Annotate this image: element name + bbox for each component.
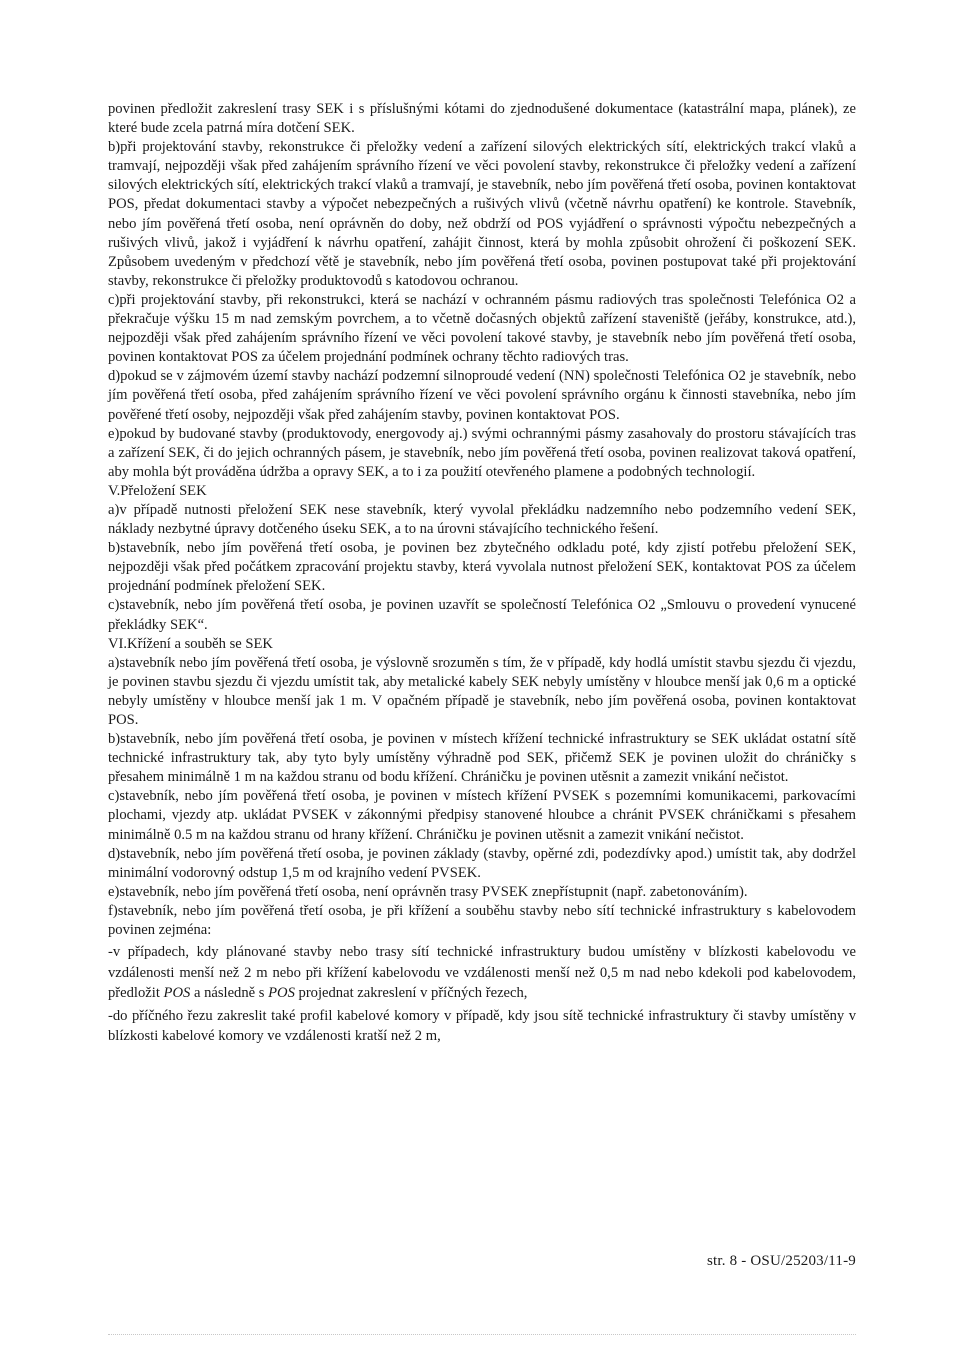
- paragraph-b-crossing-infrastructure: b)stavebník, nebo jím pověřená třetí osoba, je povinen v místech křížení technické infrastruktury se SEK ukládat ostatní sítě technické infrastruktury tak, aby tyto byly umístěny výhradně pod SEK, přičemž SEK je povinen uložit do chráničky s přesahem minimálně 1 m na každou stranu od bodu křížení. Chráničku je povinen utěsnit a zamezit vnikání nečistot.: [108, 731, 856, 786]
- paragraph-c-relocation-contract: c)stavebník, nebo jím pověřená třetí osoba, je povinen uzavřít se společností Telefónica O2 „Smlouvu o provedení vynucené překládky SEK“.: [108, 597, 856, 633]
- paragraph-f-duct-bank: f)stavebník, nebo jím pověřená třetí osoba, je při křížení a souběhu stavby nebo sítí technické infrastruktury s kabelovodem povinen zejména:: [108, 902, 856, 939]
- section-heading-crossing: VI.Křížení a souběh se SEK: [108, 635, 273, 652]
- page-footer: str. 8 - OSU/25203/11-9: [706, 1253, 856, 1269]
- paragraph-c-crossing-roads: c)stavebník, nebo jím pověřená třetí osoba, je povinen v místech křížení PVSEK s pozemními komunikacemi, parkovacími plochami, vjezdy atp. ukládat PVSEK v zákonnými předpisy stanovené hloubce a chránit PVSEK chráničkami s přesahem minimálně 0.5 m na každou stranu od hrany křížení. Chráničku je povinen utěsnit a zamezit vnikání nečistot.: [108, 788, 856, 843]
- paragraph-intro-continuation: povinen předložit zakreslení trasy SEK i s příslušnými kótami do zjednodušené dokumentace (katastrální mapa, plánek), ze které bude zcela patrná míra dotčení SEK.: [108, 101, 856, 137]
- paragraph-d-foundations: d)stavebník, nebo jím pověřená třetí osoba, je povinen základy (stavby, opěrné zdi, podezdívky apod.) umístit tak, aby dodržel minimální vodorovný odstup 1,5 m od krajního vedení PVSEK.: [108, 845, 856, 881]
- bullet-cross-sections: [108, 942, 856, 1004]
- paragraph-b-power-networks: b)při projektování stavby, rekonstrukce či přeložky vedení a zařízení silových elektrických sítí, elektrických trakcí vlaků a tramvají, nejpozději však před zahájením správního řízení ve věci povolení stavby, rekonstrukce či přeložky vedení a zařízení silových elektrických sítí, elektrických trakcí vlaků a tramvají, je stavebník, nebo jím pověřená třetí osoba, povinen kontaktovat POS, předat dokumentaci stavby a výpočet nebezpečných a rušivých vlivů (včetně návrhu opatření) ke kontrole. Stavebník, nebo jím pověřená třetí osoba, není oprávněn do doby, než obdrží od POS vyjádření o správnosti výpočtu nebezpečných a rušivých vlivů, jakož i vyjádření k návrhu opatření, zahájit činnost, která by mohla způsobit ohrožení či poškození SEK. Způsobem uvedeným v předchozí větě je stavebník, nebo jím pověřená třetí osoba, povinen postupovat také při projektování stavby, rekonstrukce či přeložky produktovodů s katodovou ochranou.: [108, 139, 856, 289]
- bullet-text-part1: -v případech, kdy plánované stavby nebo trasy sítí technické infrastruktury budou umístěny v blízkosti kabelovodu ve vzdálenosti menší než 2 m nebo při křížení kabelovodu ve vzdálenosti menší než 0,5 m nad nebo kdekoli pod kabelovodem, předložit: [108, 944, 856, 1002]
- paragraph-a-driveway: a)stavebník nebo jím pověřená třetí osoba, je výslovně srozuměn s tím, že v případě, kdy hodlá umístit stavbu sjezdu či vjezdu, je povinen stavbu sjezdu či vjezdu umístit tak, aby metalické kabely SEK nebyly umístěny v hloubce menší jak 0,6 m a optické nebyly umístěny v hloubce menší jak 1 m. V opačném případě je stavebník, nebo jím pověřená osoba, povinen kontaktovat POS.: [108, 654, 856, 728]
- section-heading-relocation: V.Přeložení SEK: [108, 482, 207, 499]
- pos-abbreviation: POS: [268, 985, 295, 1002]
- paragraph-e-access: e)stavebník, nebo jím pověřená třetí osoba, není oprávněn trasy PVSEK znepřístupnit (např. zabetonováním).: [108, 883, 748, 900]
- paragraph-e-protective-zones: e)pokud by budované stavby (produktovody, energovody aj.) svými ochrannými pásmy zasahovaly do prostoru stávajících tras a zařízení SEK, či do jejich ochranných pásem, je stavebník, nebo jím pověřená třetí osoba, povinen realizovat taková opatření, aby mohla být prováděna údržba a opravy SEK, a to i za použití otevřeného plamene a podobných technologií.: [108, 425, 856, 480]
- pos-abbreviation: POS: [163, 985, 191, 1002]
- scan-artifact-line: [108, 1334, 856, 1336]
- paragraph-d-underground-power: d)pokud se v zájmovém území stavby nachází podzemní silnoproudé vedení (NN) společnosti Telefónica O2 je stavebník, nebo jím pověřená třetí osoba, před zahájením správního řízení ve věci povolení správního orgánu k činnosti stavebníka, nebo jím pověřené třetí osoby, nejpozději však před zahájením stavby, povinen kontaktovat POS.: [108, 368, 856, 423]
- paragraph-c-radio-routes: c)při projektování stavby, při rekonstrukci, která se nachází v ochranném pásmu radiových tras společnosti Telefónica O2 a překračuje výšku 15 m nad zemským povrchem, a to včetně dočasných objektů zařízení staveniště (jeřáby, konstrukce, atd.), nejpozději však před zahájením správního řízení ve věci povolení takové stavby, je stavebník nebo jím pověřená třetí osoba, povinen kontaktovat POS za účelem projednání podmínek ochrany těchto radiových tras.: [108, 291, 856, 366]
- bullet-text-part2: a následně s: [190, 985, 269, 1002]
- paragraph-a-relocation-costs: a)v případě nutnosti přeložení SEK nese stavebník, který vyvolal překládku nadzemního nebo podzemního vedení SEK, náklady nezbytné úpravy dotčeného úseku SEK, a to na úrovni stávajícího technického řešení.: [108, 501, 856, 538]
- bullet-text-part3: projednat zakreslení v příčných řezech,: [294, 985, 528, 1002]
- bullet-cable-chamber: -do příčného řezu zakreslit také profil kabelové komory v případě, kdy jsou sítě technické infrastruktury či stavby umístěny v blízkosti kabelové komory ve vzdálenosti kratší než 2 m,: [108, 1007, 856, 1045]
- document-body: [108, 100, 856, 1047]
- paragraph-b-relocation-contact: b)stavebník, nebo jím pověřená třetí osoba, je povinen bez zbytečného odkladu poté, kdy zjistí potřebu přeložení SEK, nejpozději však před počátkem zpracování projektu stavby, která vyvolala nutnost přeložení SEK, kontaktovat POS za účelem projednání podmínek přeložení SEK.: [108, 540, 856, 595]
